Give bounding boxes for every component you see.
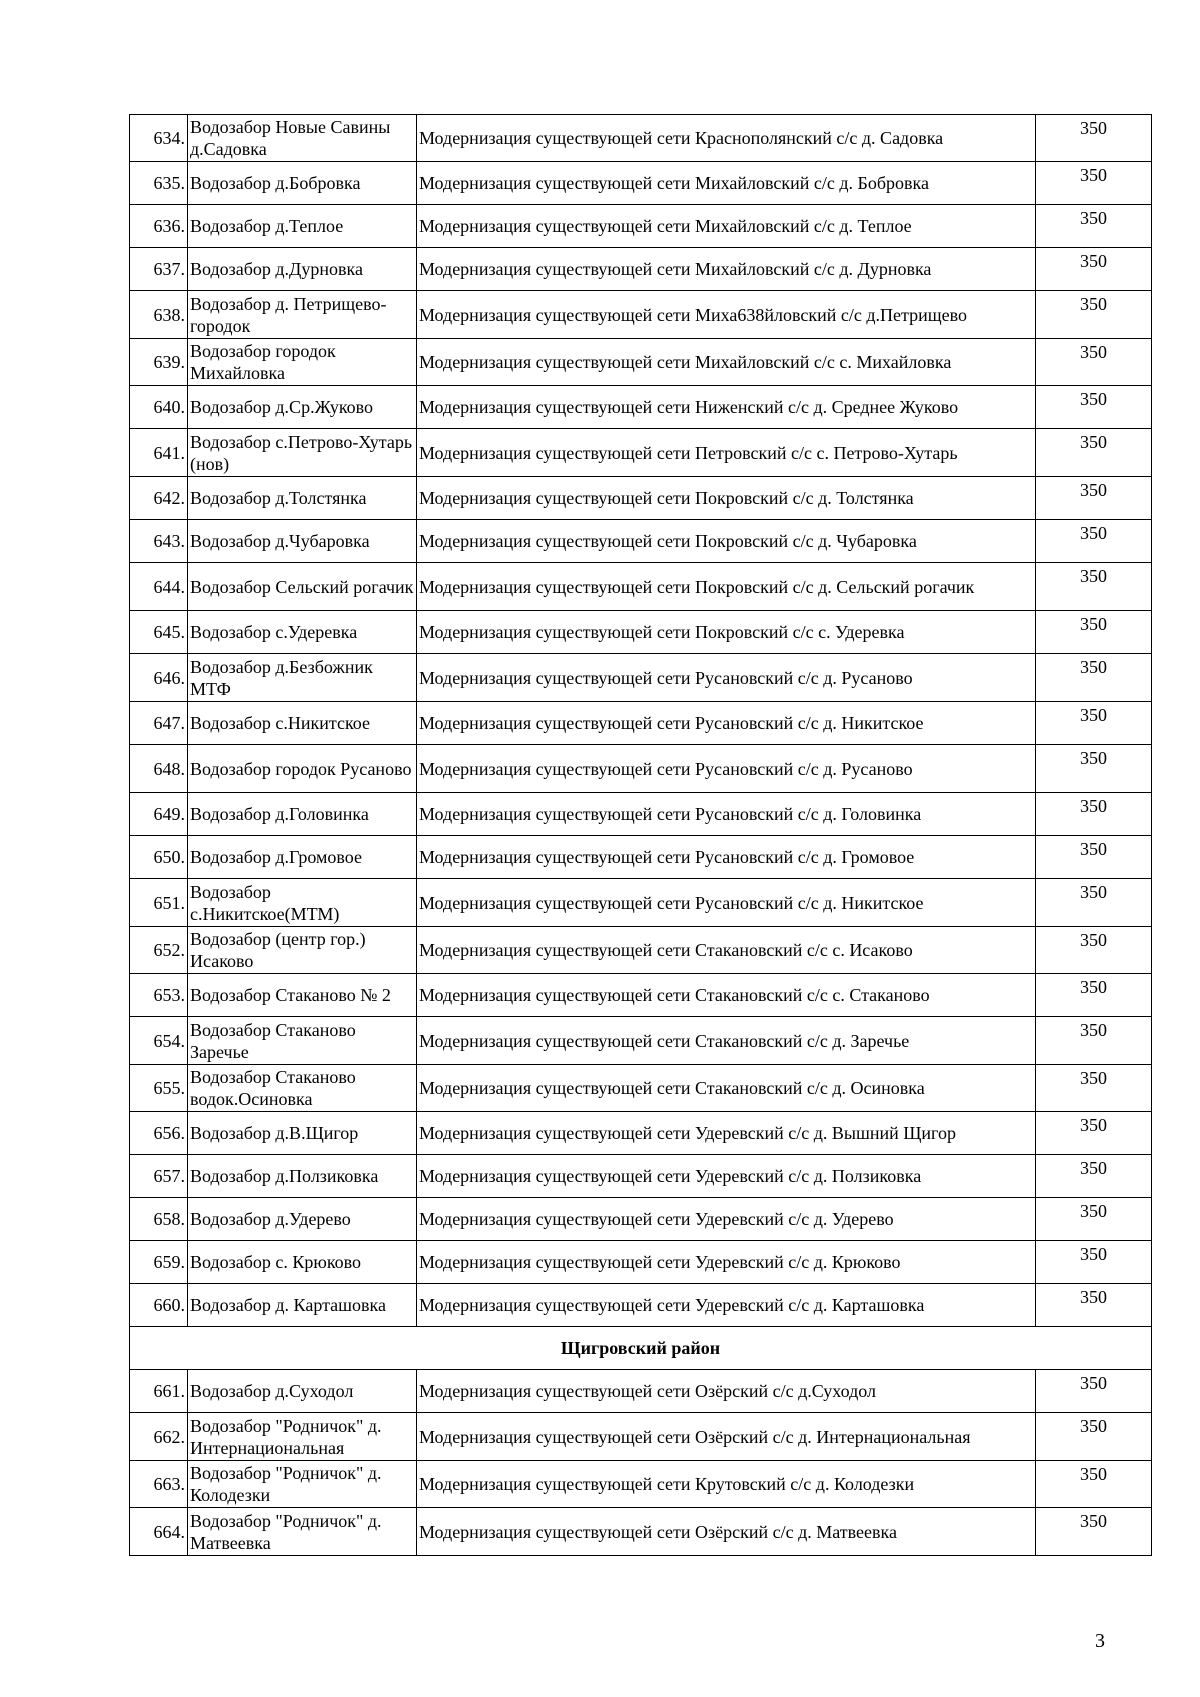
value-cell: 350 <box>1036 1112 1152 1155</box>
description-cell: Модернизация существующей сети Русановский с/с д. Русаново <box>417 654 1036 702</box>
table-row <box>130 1370 1152 1413</box>
intake-name-cell: Водозабор Стаканово № 2 <box>188 974 417 1017</box>
value-cell: 350 <box>1036 974 1152 1017</box>
row-number-cell: 636. <box>130 205 188 248</box>
table-row <box>130 1198 1152 1241</box>
row-number-cell: 641. <box>130 429 188 477</box>
table-row <box>130 654 1152 702</box>
row-number-cell: 648. <box>130 745 188 793</box>
section-header-row <box>130 1327 1152 1370</box>
value-cell: 350 <box>1036 115 1152 162</box>
table-row <box>130 477 1152 520</box>
value-cell: 350 <box>1036 1017 1152 1065</box>
description-cell: Модернизация существующей сети Удеревский с/с д. Ползиковка <box>417 1155 1036 1198</box>
intake-name-cell: Водозабор д.Ползиковка <box>188 1155 417 1198</box>
table-row <box>130 115 1152 162</box>
table-row <box>130 1284 1152 1327</box>
table-row <box>130 1065 1152 1112</box>
description-cell: Модернизация существующей сети Удеревский с/с д. Карташовка <box>417 1284 1036 1327</box>
row-number-cell: 637. <box>130 248 188 291</box>
description-cell: Модернизация существующей сети Стакановский с/с д. Заречье <box>417 1017 1036 1065</box>
table-row <box>130 563 1152 611</box>
table-row <box>130 339 1152 386</box>
description-cell: Модернизация существующей сети Озёрский с/с д.Суходол <box>417 1370 1036 1413</box>
table-row <box>130 974 1152 1017</box>
description-cell: Модернизация существующей сети Озёрский с/с д. Матвеевка <box>417 1508 1036 1556</box>
value-cell: 350 <box>1036 1065 1152 1112</box>
intake-name-cell: Водозабор д.Дурновка <box>188 248 417 291</box>
row-number-cell: 661. <box>130 1370 188 1413</box>
intake-name-cell: Водозабор д. Карташовка <box>188 1284 417 1327</box>
intake-name-cell: Водозабор д.Суходол <box>188 1370 417 1413</box>
intake-name-cell: Водозабор д.Удерево <box>188 1198 417 1241</box>
row-number-cell: 662. <box>130 1413 188 1461</box>
row-number-cell: 657. <box>130 1155 188 1198</box>
table-row <box>130 879 1152 927</box>
row-number-cell: 634. <box>130 115 188 162</box>
table-body <box>130 115 1152 1556</box>
table-row <box>130 520 1152 563</box>
row-number-cell: 663. <box>130 1461 188 1508</box>
intake-name-cell: Водозабор с.Никитское(МТМ) <box>188 879 417 927</box>
table-row <box>130 429 1152 477</box>
value-cell: 350 <box>1036 339 1152 386</box>
row-number-cell: 655. <box>130 1065 188 1112</box>
table-row <box>130 291 1152 339</box>
description-cell: Модернизация существующей сети Удеревский с/с д. Вышний Щигор <box>417 1112 1036 1155</box>
description-cell: Модернизация существующей сети Стакановский с/с д. Осиновка <box>417 1065 1036 1112</box>
value-cell: 350 <box>1036 291 1152 339</box>
intake-name-cell: Водозабор д.Бобровка <box>188 162 417 205</box>
intake-name-cell: Водозабор Стаканово Заречье <box>188 1017 417 1065</box>
row-number-cell: 659. <box>130 1241 188 1284</box>
description-cell: Модернизация существующей сети Краснополянский с/с д. Садовка <box>417 115 1036 162</box>
intake-name-cell: Водозабор Сельский рогачик <box>188 563 417 611</box>
value-cell: 350 <box>1036 1413 1152 1461</box>
row-number-cell: 647. <box>130 702 188 745</box>
description-cell: Модернизация существующей сети Покровский с/с д. Толстянка <box>417 477 1036 520</box>
intake-name-cell: Водозабор с.Никитское <box>188 702 417 745</box>
value-cell: 350 <box>1036 248 1152 291</box>
intake-name-cell: Водозабор с.Петрово-Хутарь (нов) <box>188 429 417 477</box>
description-cell: Модернизация существующей сети Покровский с/с д. Сельский рогачик <box>417 563 1036 611</box>
table-row <box>130 162 1152 205</box>
intake-name-cell: Водозабор д. Петрищево-городок <box>188 291 417 339</box>
value-cell: 350 <box>1036 927 1152 974</box>
row-number-cell: 654. <box>130 1017 188 1065</box>
description-cell: Модернизация существующей сети Русановский с/с д. Русаново <box>417 745 1036 793</box>
value-cell: 350 <box>1036 1370 1152 1413</box>
intake-name-cell: Водозабор д.В.Щигор <box>188 1112 417 1155</box>
intake-name-cell: Водозабор д.Громовое <box>188 836 417 879</box>
intake-name-cell: Водозабор "Родничок" д. Матвеевка <box>188 1508 417 1556</box>
description-cell: Модернизация существующей сети Русановский с/с д. Громовое <box>417 836 1036 879</box>
intake-name-cell: Водозабор с. Крюково <box>188 1241 417 1284</box>
table-row <box>130 1241 1152 1284</box>
section-title: Щигровский район <box>130 1327 1152 1370</box>
table-row <box>130 793 1152 836</box>
description-cell: Модернизация существующей сети Крутовский с/с д. Колодезки <box>417 1461 1036 1508</box>
row-number-cell: 644. <box>130 563 188 611</box>
table-row <box>130 1461 1152 1508</box>
row-number-cell: 642. <box>130 477 188 520</box>
row-number-cell: 653. <box>130 974 188 1017</box>
table-row <box>130 836 1152 879</box>
description-cell: Модернизация существующей сети Миха638йловский с/с д.Петрищево <box>417 291 1036 339</box>
value-cell: 350 <box>1036 1508 1152 1556</box>
value-cell: 350 <box>1036 654 1152 702</box>
row-number-cell: 650. <box>130 836 188 879</box>
value-cell: 350 <box>1036 520 1152 563</box>
row-number-cell: 640. <box>130 386 188 429</box>
description-cell: Модернизация существующей сети Русановский с/с д. Никитское <box>417 702 1036 745</box>
table-row <box>130 927 1152 974</box>
intake-name-cell: Водозабор городок Русаново <box>188 745 417 793</box>
intake-name-cell: Водозабор д.Ср.Жуково <box>188 386 417 429</box>
row-number-cell: 651. <box>130 879 188 927</box>
value-cell: 350 <box>1036 1155 1152 1198</box>
row-number-cell: 660. <box>130 1284 188 1327</box>
value-cell: 350 <box>1036 162 1152 205</box>
description-cell: Модернизация существующей сети Русановский с/с д. Никитское <box>417 879 1036 927</box>
value-cell: 350 <box>1036 611 1152 654</box>
value-cell: 350 <box>1036 205 1152 248</box>
description-cell: Модернизация существующей сети Удеревский с/с д. Удерево <box>417 1198 1036 1241</box>
value-cell: 350 <box>1036 836 1152 879</box>
value-cell: 350 <box>1036 879 1152 927</box>
description-cell: Модернизация существующей сети Покровский с/с д. Чубаровка <box>417 520 1036 563</box>
row-number-cell: 664. <box>130 1508 188 1556</box>
row-number-cell: 643. <box>130 520 188 563</box>
intake-name-cell: Водозабор с.Удеревка <box>188 611 417 654</box>
table-row <box>130 1508 1152 1556</box>
water-intake-table <box>129 114 1152 1556</box>
row-number-cell: 638. <box>130 291 188 339</box>
value-cell: 350 <box>1036 702 1152 745</box>
intake-name-cell: Водозабор (центр гор.) Исаково <box>188 927 417 974</box>
description-cell: Модернизация существующей сети Русановский с/с д. Головинка <box>417 793 1036 836</box>
description-cell: Модернизация существующей сети Михайловский с/с с. Михайловка <box>417 339 1036 386</box>
value-cell: 350 <box>1036 563 1152 611</box>
description-cell: Модернизация существующей сети Удеревский с/с д. Крюково <box>417 1241 1036 1284</box>
table-row <box>130 1413 1152 1461</box>
intake-name-cell: Водозабор д.Головинка <box>188 793 417 836</box>
description-cell: Модернизация существующей сети Петровский с/с с. Петрово-Хутарь <box>417 429 1036 477</box>
table-row <box>130 1155 1152 1198</box>
row-number-cell: 646. <box>130 654 188 702</box>
row-number-cell: 656. <box>130 1112 188 1155</box>
row-number-cell: 635. <box>130 162 188 205</box>
intake-name-cell: Водозабор "Родничок" д. Интернациональная <box>188 1413 417 1461</box>
intake-name-cell: Водозабор д.Теплое <box>188 205 417 248</box>
table-row <box>130 248 1152 291</box>
table-row <box>130 611 1152 654</box>
row-number-cell: 645. <box>130 611 188 654</box>
value-cell: 350 <box>1036 386 1152 429</box>
description-cell: Модернизация существующей сети Ниженский с/с д. Среднее Жуково <box>417 386 1036 429</box>
table-row <box>130 386 1152 429</box>
description-cell: Модернизация существующей сети Озёрский с/с д. Интернациональная <box>417 1413 1036 1461</box>
value-cell: 350 <box>1036 1198 1152 1241</box>
description-cell: Модернизация существующей сети Стакановский с/с с. Исаково <box>417 927 1036 974</box>
value-cell: 350 <box>1036 793 1152 836</box>
row-number-cell: 649. <box>130 793 188 836</box>
intake-name-cell: Водозабор д.Чубаровка <box>188 520 417 563</box>
intake-name-cell: Водозабор д.Толстянка <box>188 477 417 520</box>
table-row <box>130 1112 1152 1155</box>
description-cell: Модернизация существующей сети Михайловский с/с д. Теплое <box>417 205 1036 248</box>
description-cell: Модернизация существующей сети Стакановский с/с с. Стаканово <box>417 974 1036 1017</box>
table-row <box>130 702 1152 745</box>
table-row <box>130 205 1152 248</box>
intake-name-cell: Водозабор Новые Савины д.Садовка <box>188 115 417 162</box>
row-number-cell: 639. <box>130 339 188 386</box>
table-row <box>130 1017 1152 1065</box>
row-number-cell: 658. <box>130 1198 188 1241</box>
value-cell: 350 <box>1036 1461 1152 1508</box>
value-cell: 350 <box>1036 1284 1152 1327</box>
row-number-cell: 652. <box>130 927 188 974</box>
page-number: 3 <box>1095 1630 1105 1652</box>
intake-name-cell: Водозабор д.Безбожник МТФ <box>188 654 417 702</box>
table-row <box>130 745 1152 793</box>
description-cell: Модернизация существующей сети Михайловский с/с д. Бобровка <box>417 162 1036 205</box>
intake-name-cell: Водозабор Стаканово водок.Осиновка <box>188 1065 417 1112</box>
value-cell: 350 <box>1036 477 1152 520</box>
description-cell: Модернизация существующей сети Михайловский с/с д. Дурновка <box>417 248 1036 291</box>
value-cell: 350 <box>1036 429 1152 477</box>
value-cell: 350 <box>1036 1241 1152 1284</box>
intake-name-cell: Водозабор городок Михайловка <box>188 339 417 386</box>
intake-name-cell: Водозабор "Родничок" д. Колодезки <box>188 1461 417 1508</box>
value-cell: 350 <box>1036 745 1152 793</box>
description-cell: Модернизация существующей сети Покровский с/с с. Удеревка <box>417 611 1036 654</box>
